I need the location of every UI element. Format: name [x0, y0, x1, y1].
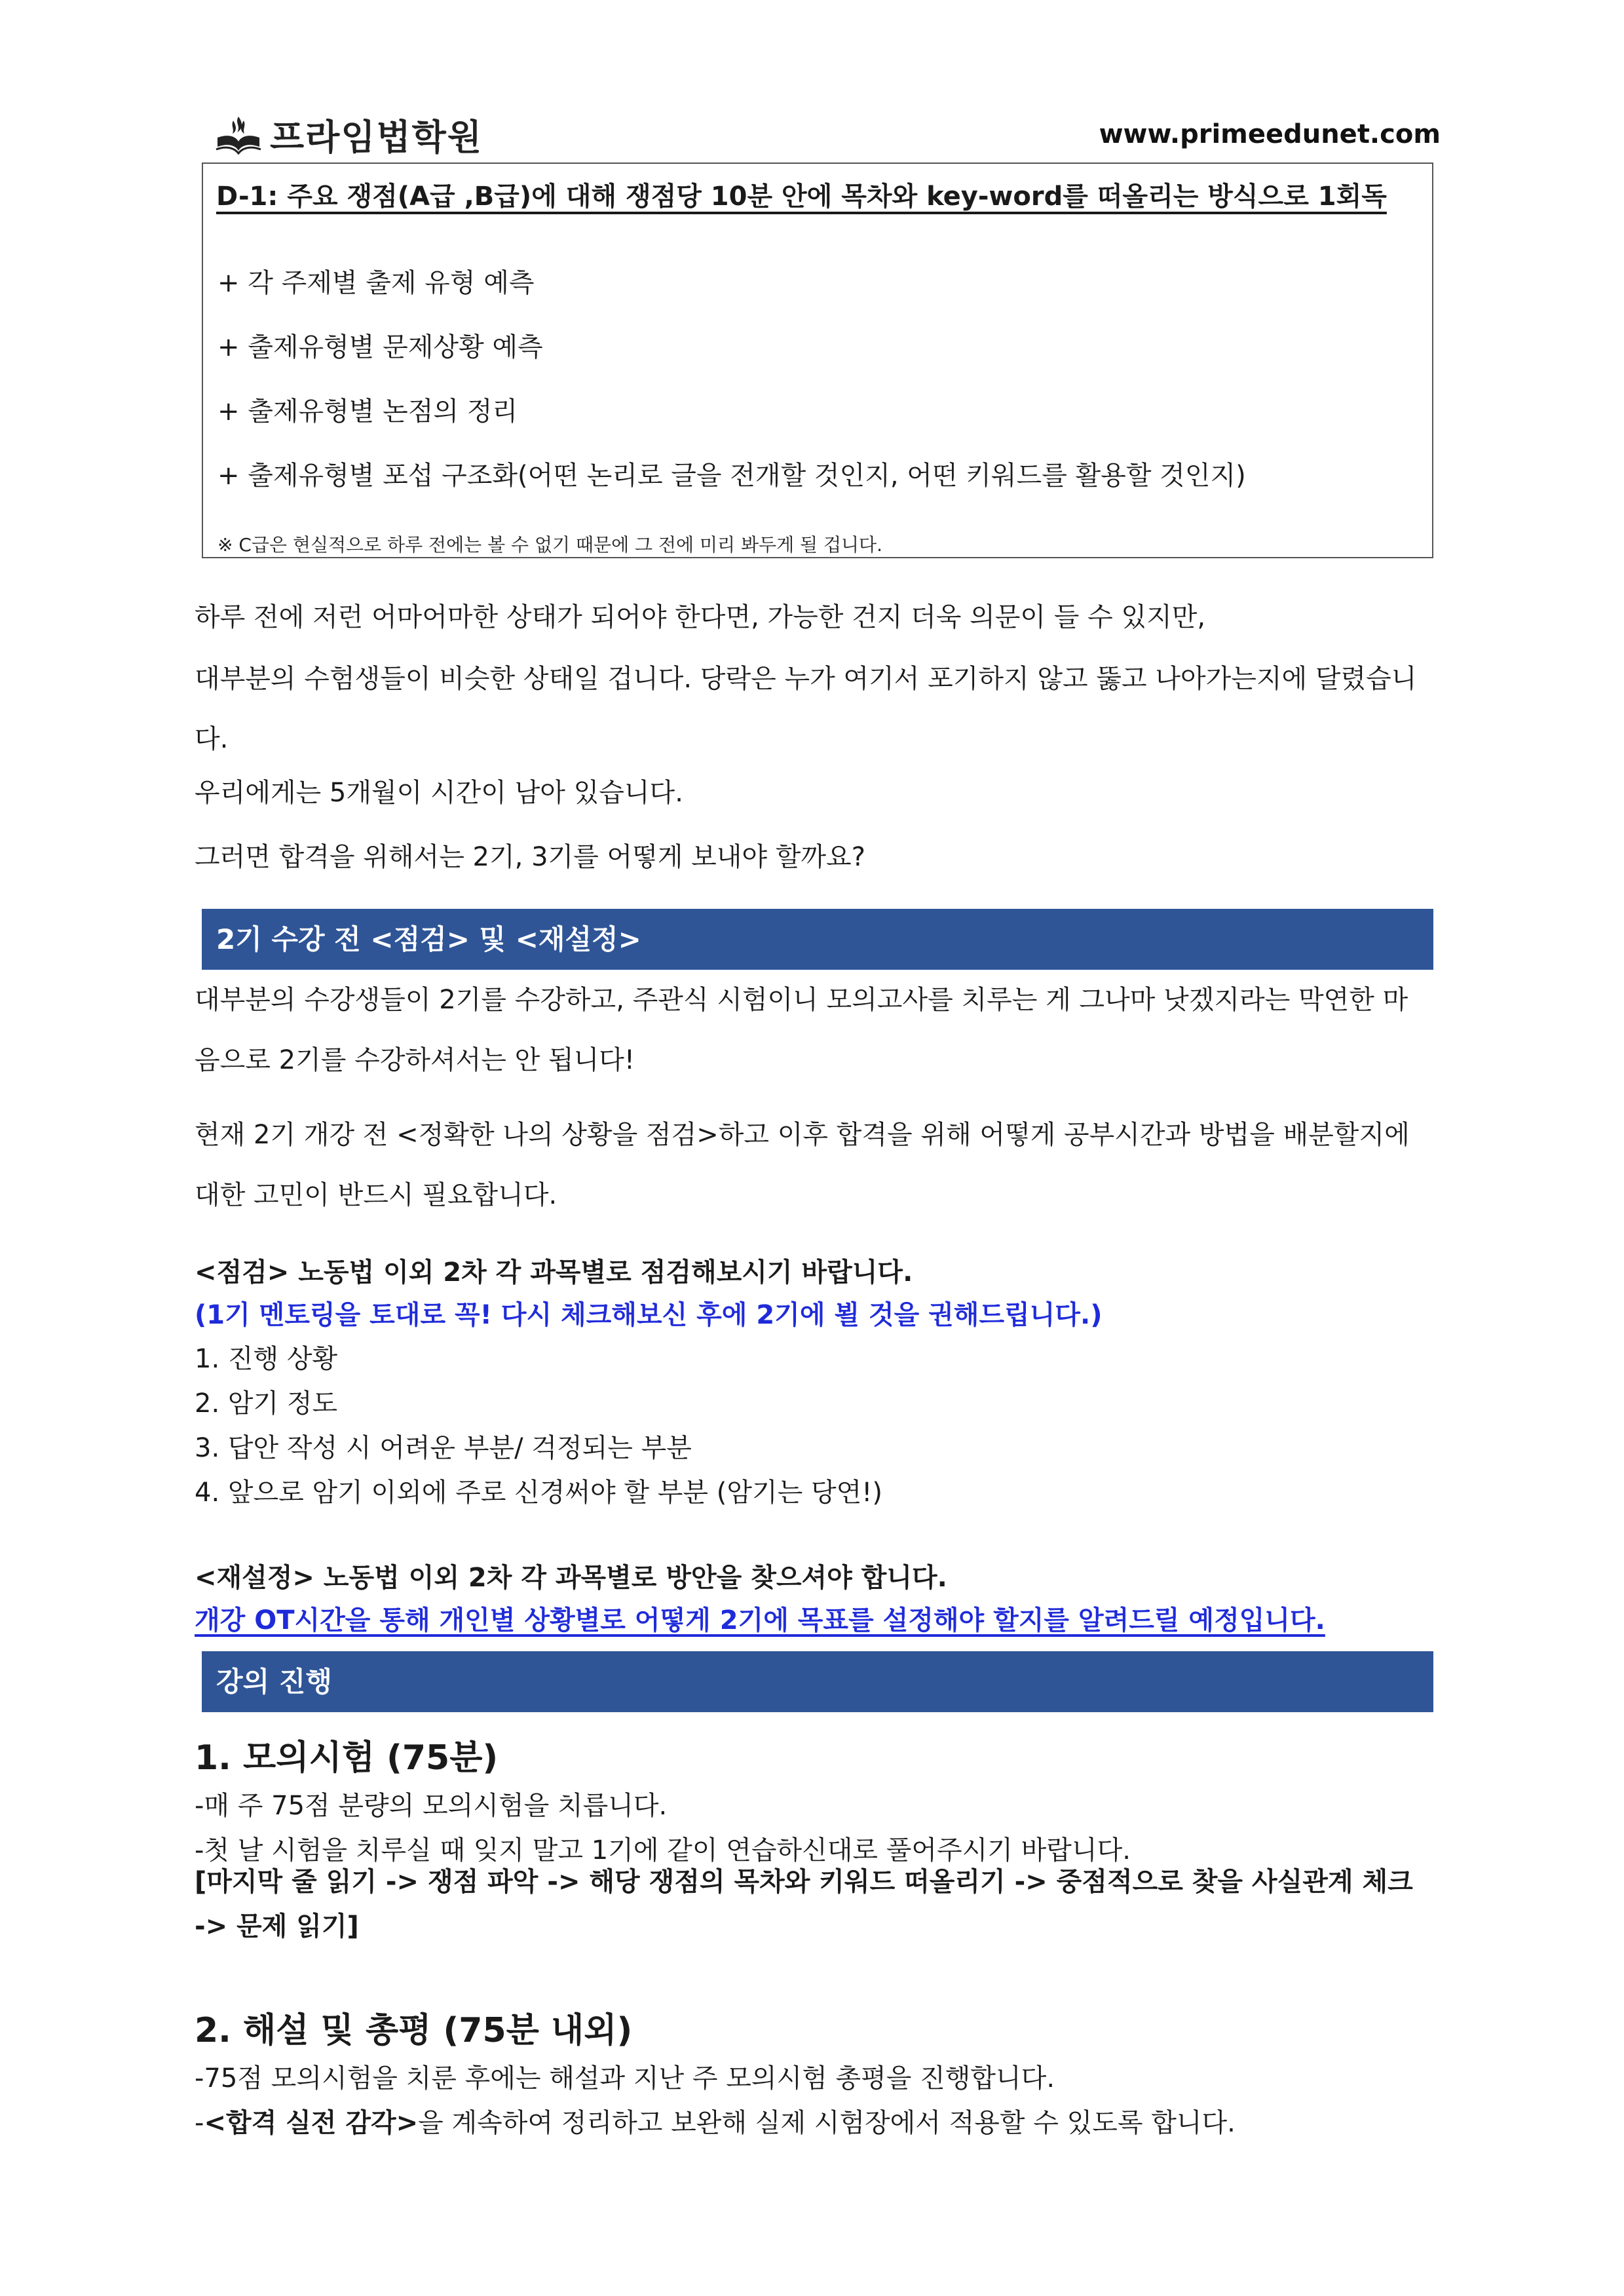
book-flame-logo-icon	[215, 114, 262, 155]
d1-plan-title: D-1: 주요 쟁점(A급 ,B급)에 대해 쟁점당 10분 안에 목차와 key-word를 떠올리는 방식으로 1회독	[216, 182, 1387, 212]
lecture-line: -매 주 75점 분량의 모의시험을 치릅니다.	[195, 1791, 668, 1821]
intro-paragraph: 그러면 합격을 위해서는 2기, 3기를 어떻게 보내야 할까요?	[195, 842, 865, 872]
check-heading: <점검> 노동법 이외 2차 각 과목별로 점검해보시기 바랍니다.	[195, 1257, 913, 1288]
d1-plan-item: + 출제유형별 문제상황 예측	[217, 332, 543, 362]
line-rest: 을 계속하여 정리하고 보완해 실제 시험장에서 적용할 수 있도록 합니다.	[418, 2108, 1236, 2138]
check-item: 4. 앞으로 암기 이외에 주로 신경써야 할 부분 (암기는 당연!)	[195, 1478, 882, 1508]
intro-paragraph: 대부분의 수험생들이 비슷한 상태일 겁니다. 당락은 누가 여기서 포기하지 않고 뚫고 나아가는지에 달렸습니다.	[195, 664, 1417, 754]
site-url[interactable]: www.primeedunet.com	[1099, 119, 1441, 149]
reset-heading: <재설정> 노동법 이외 2차 각 과목별로 방안을 찾으셔야 합니다.	[195, 1563, 947, 1593]
check-item: 3. 답안 작성 시 어려운 부분/ 걱정되는 부분	[195, 1433, 692, 1463]
d1-plan-item: + 출제유형별 논점의 정리	[217, 396, 518, 427]
logo-text: 프라임법학원	[270, 116, 483, 158]
lecture-heading-exam: 1. 모의시험 (75분)	[195, 1738, 499, 1778]
lecture-method: [마지막 줄 읽기 -> 쟁점 파악 -> 해당 쟁점의 목차와 키워드 떠올리기 -> 중점적으로 찾을 사실관계 체크 -> 문제 읽기]	[195, 1867, 1413, 1942]
check-note: (1기 멘토링을 토대로 꼭! 다시 체크해보신 후에 2기에 뵐 것을 권해드립니다.)	[195, 1300, 1103, 1330]
intro-paragraph: 하루 전에 저런 어마어마한 상태가 되어야 한다면, 가능한 건지 더욱 의문이 들 수 있지만,	[195, 602, 1206, 632]
section-paragraph: 대부분의 수강생들이 2기를 수강하고, 주관식 시험이니 모의고사를 치루는 게 그나마 낫겠지라는 막연한 마음으로 2기를 수강하셔서는 안 됩니다!	[195, 985, 1408, 1075]
brand-logo	[215, 108, 483, 161]
lecture-line: -75점 모의시험을 치룬 후에는 해설과 지난 주 모의시험 총평을 진행합니다.	[195, 2063, 1055, 2094]
lecture-line: -첫 날 시험을 치루실 때 잊지 말고 1기에 같이 연습하신대로 풀어주시기 바랍니다.	[195, 1835, 1131, 1866]
reset-note: 개강 OT시간을 통해 개인별 상황별로 어떻게 2기에 목표를 설정해야 할지를 알려드릴 예정입니다.	[195, 1605, 1325, 1636]
check-item: 2. 암기 정도	[195, 1388, 338, 1419]
d1-plan-item: + 출제유형별 포섭 구조화(어떤 논리로 글을 전개할 것인지, 어떤 키워드를 활용할 것인지)	[217, 461, 1246, 491]
d1-plan-box	[202, 163, 1433, 558]
section-bar-check-reset: 2기 수강 전 <점검> 및 <재설정>	[202, 909, 1433, 970]
check-item: 1. 진행 상황	[195, 1344, 338, 1374]
section-bar-lecture: 강의 진행	[202, 1651, 1433, 1712]
intro-paragraph: 우리에게는 5개월이 시간이 남아 있습니다.	[195, 778, 683, 808]
emphasis-text: <합격 실전 감각>	[204, 2108, 419, 2138]
d1-plan-note: ※ C급은 현실적으로 하루 전에는 볼 수 없기 때문에 그 전에 미리 봐두게 될 겁니다.	[217, 534, 883, 556]
section-paragraph: 현재 2기 개강 전 <정확한 나의 상황을 점검>하고 이후 합격을 위해 어떻게 공부시간과 방법을 배분할지에 대한 고민이 반드시 필요합니다.	[195, 1120, 1410, 1210]
line-prefix: -	[195, 2108, 204, 2138]
lecture-heading-review: 2. 해설 및 총평 (75분 내외)	[195, 2011, 633, 2050]
d1-plan-item: + 각 주제별 출제 유형 예측	[217, 268, 535, 298]
lecture-line	[195, 2102, 1236, 2139]
